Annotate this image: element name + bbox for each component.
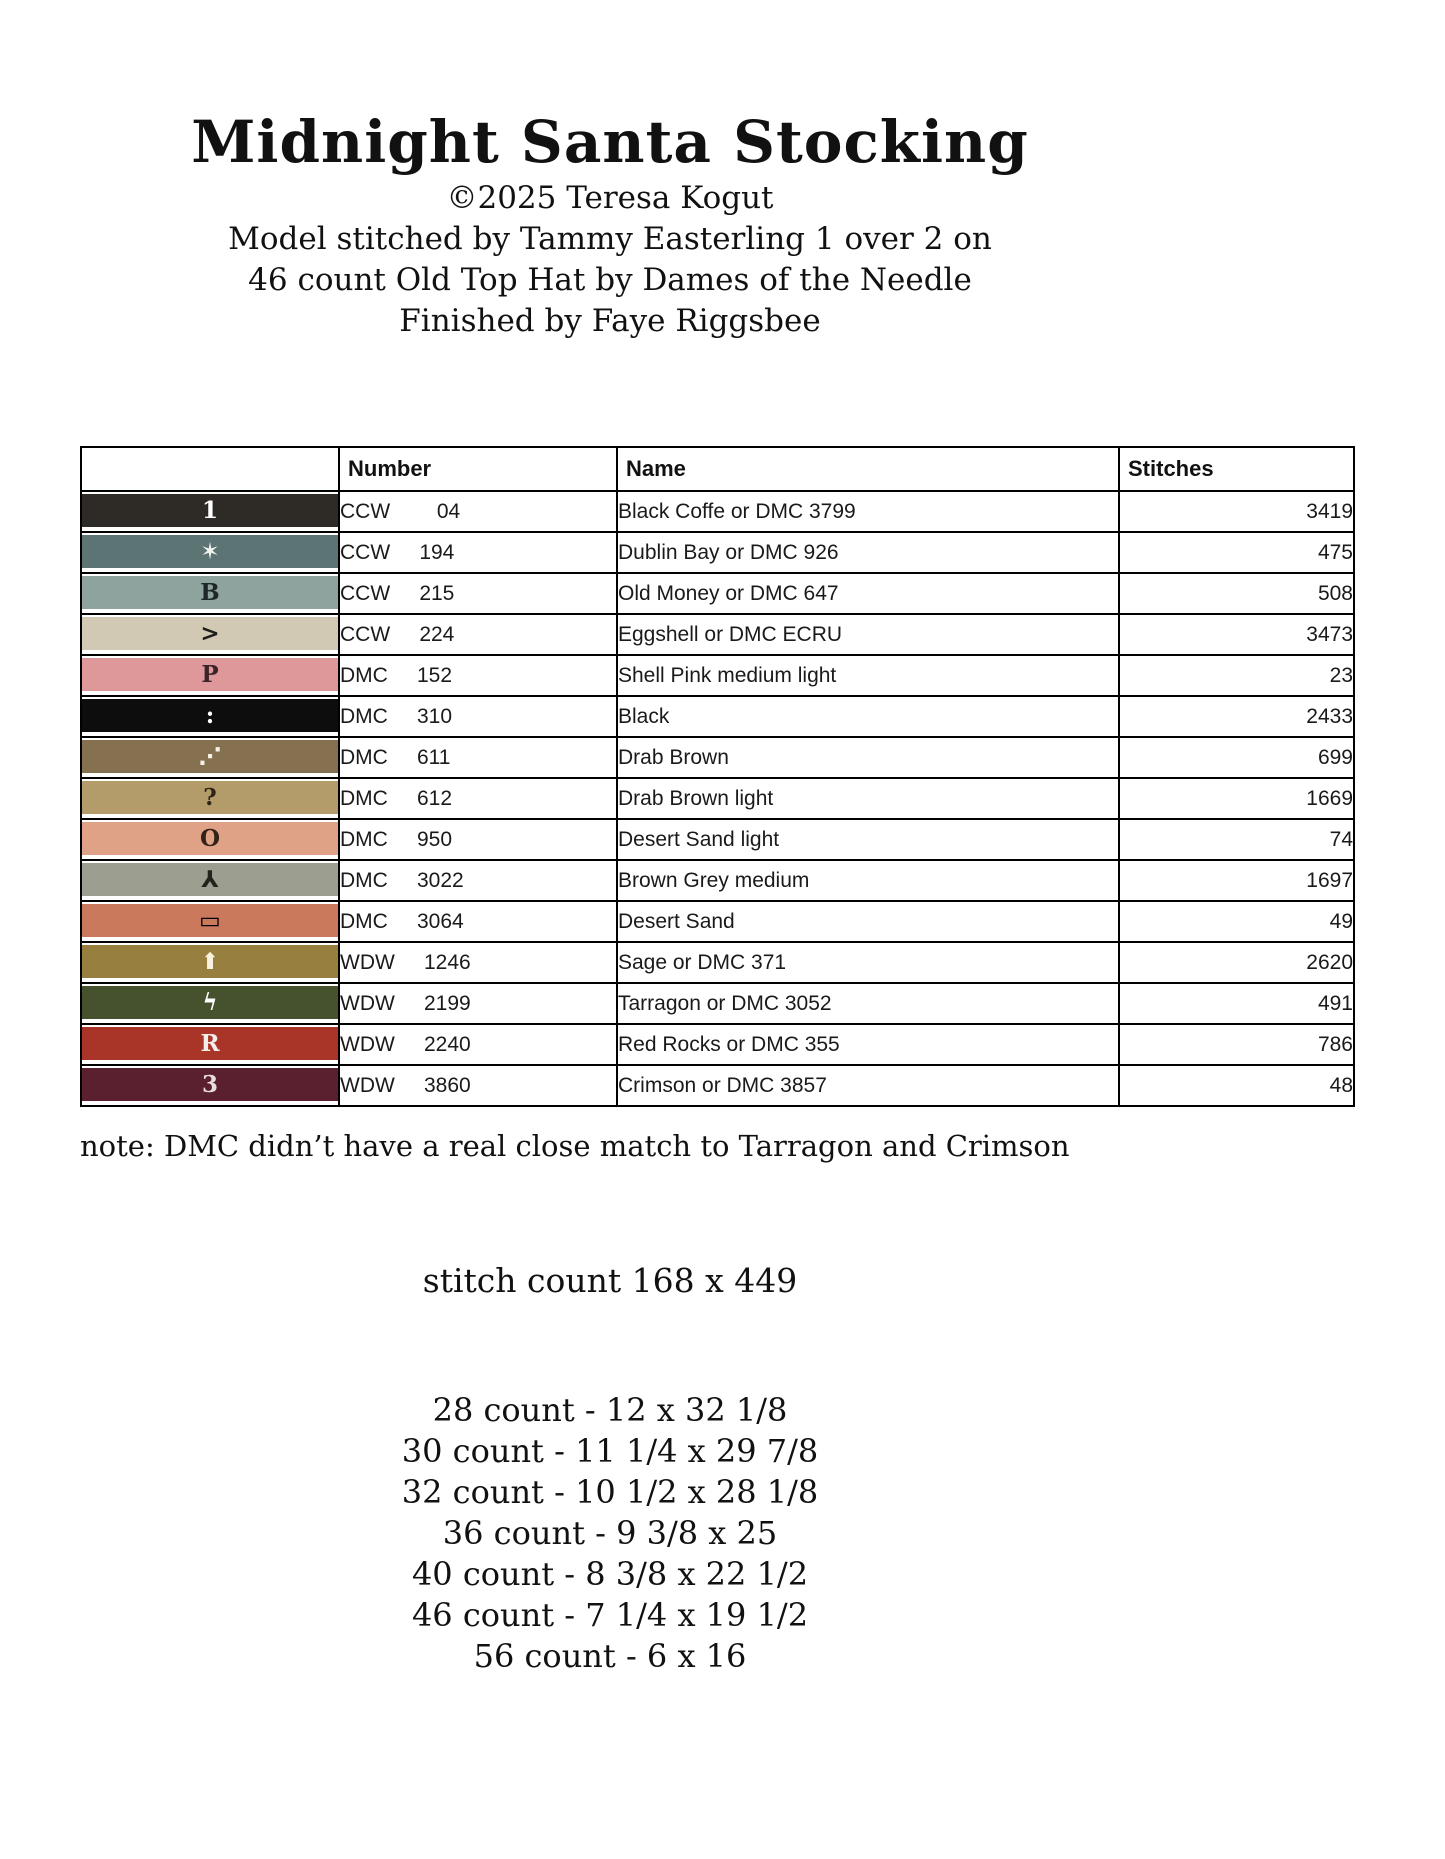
- fabric-count-line: 28 count - 12 x 32 1/8: [432, 1391, 788, 1429]
- header-block: [0, 0, 1220, 342]
- swatch-cell: [81, 1024, 339, 1065]
- sizes-block: [0, 1261, 1220, 1677]
- thread-number: WDW 2199: [339, 983, 617, 1024]
- stitch-count-value: 74: [1119, 819, 1354, 860]
- thread-name: Dublin Bay or DMC 926: [617, 532, 1119, 573]
- stitch-count-line: stitch count 168 x 449: [422, 1261, 798, 1300]
- color-swatch: [82, 822, 338, 855]
- thread-number: DMC 3022: [339, 860, 617, 901]
- thread-name: Black: [617, 696, 1119, 737]
- legend-row: [81, 573, 1354, 614]
- legend-row: [81, 901, 1354, 942]
- color-swatch: [82, 945, 338, 978]
- fabric-count-line: 46 count - 7 1/4 x 19 1/2: [411, 1596, 809, 1634]
- stitch-symbol-glyph: R: [200, 1030, 220, 1057]
- thread-name: Drab Brown: [617, 737, 1119, 778]
- stitch-symbol-glyph: ✶: [200, 538, 220, 565]
- color-swatch: [82, 1068, 338, 1101]
- fabric-count-line: 40 count - 8 3/8 x 22 1/2: [411, 1555, 809, 1593]
- swatch-cell: [81, 983, 339, 1024]
- swatch-cell: [81, 860, 339, 901]
- color-swatch: [82, 740, 338, 773]
- color-swatch: [82, 576, 338, 609]
- thread-number: DMC 612: [339, 778, 617, 819]
- thread-number: DMC 3064: [339, 901, 617, 942]
- color-swatch: [82, 781, 338, 814]
- swatch-column-header: [81, 447, 339, 491]
- stitch-symbol-glyph: 1: [201, 497, 218, 524]
- thread-name: Desert Sand light: [617, 819, 1119, 860]
- legend-row: [81, 532, 1354, 573]
- color-swatch: [82, 986, 338, 1019]
- copyright-line: ©2025 Teresa Kogut: [446, 180, 774, 216]
- thread-number: DMC 310: [339, 696, 617, 737]
- color-swatch: [82, 699, 338, 732]
- note-text: note: DMC didn’t have a real close match to Tarragon and Crimson: [80, 1129, 1070, 1163]
- stitch-count-value: 508: [1119, 573, 1354, 614]
- thread-number: CCW 224: [339, 614, 617, 655]
- thread-legend-table: [80, 446, 1355, 1107]
- legend-row: [81, 942, 1354, 983]
- legend-header-row: [81, 447, 1354, 491]
- legend-row: [81, 983, 1354, 1024]
- fabric-count-line: 32 count - 10 1/2 x 28 1/8: [401, 1473, 819, 1511]
- stitch-count-value: 48: [1119, 1065, 1354, 1106]
- stitch-symbol-glyph: ⋰: [198, 743, 222, 770]
- legend-row: [81, 819, 1354, 860]
- stitch-count-value: 23: [1119, 655, 1354, 696]
- stitch-count-value: 786: [1119, 1024, 1354, 1065]
- stitch-symbol-glyph: ▭: [199, 907, 221, 934]
- stitch-symbol-glyph: ϟ: [202, 989, 218, 1016]
- thread-name: Tarragon or DMC 3052: [617, 983, 1119, 1024]
- fabric-count-list: [0, 1390, 1220, 1677]
- thread-name: Sage or DMC 371: [617, 942, 1119, 983]
- legend-row: [81, 614, 1354, 655]
- thread-name: Brown Grey medium: [617, 860, 1119, 901]
- stitch-count-value: 2433: [1119, 696, 1354, 737]
- swatch-cell: [81, 532, 339, 573]
- swatch-cell: [81, 491, 339, 532]
- color-swatch: [82, 863, 338, 896]
- stitches-column-header: Stitches: [1119, 447, 1354, 491]
- stitch-symbol-glyph: 3: [201, 1071, 218, 1098]
- credit-line: Model stitched by Tammy Easterling 1 over 2 on: [228, 221, 992, 257]
- credit-line: Finished by Faye Riggsbee: [399, 303, 821, 339]
- thread-number: WDW 3860: [339, 1065, 617, 1106]
- stitch-count-value: 699: [1119, 737, 1354, 778]
- fabric-count-line: 30 count - 11 1/4 x 29 7/8: [401, 1432, 819, 1470]
- legend-row: [81, 655, 1354, 696]
- thread-name: Black Coffe or DMC 3799: [617, 491, 1119, 532]
- legend-row: [81, 778, 1354, 819]
- name-column-header: Name: [617, 447, 1119, 491]
- stitch-symbol-glyph: >: [200, 620, 220, 647]
- stitch-symbol-glyph: :: [205, 702, 215, 729]
- color-swatch: [82, 904, 338, 937]
- stitch-symbol-glyph: P: [201, 661, 219, 688]
- fabric-count-line: 56 count - 6 x 16: [473, 1637, 747, 1675]
- thread-number: CCW 215: [339, 573, 617, 614]
- thread-number: CCW 04: [339, 491, 617, 532]
- thread-name: Crimson or DMC 3857: [617, 1065, 1119, 1106]
- thread-number: DMC 152: [339, 655, 617, 696]
- thread-number: WDW 1246: [339, 942, 617, 983]
- page-title: Midnight Santa Stocking: [191, 108, 1029, 176]
- swatch-cell: [81, 696, 339, 737]
- stitch-symbol-glyph: ?: [203, 784, 217, 811]
- credit-line: 46 count Old Top Hat by Dames of the Needle: [248, 262, 972, 298]
- stitch-symbol-glyph: ⬆: [200, 948, 220, 975]
- legend-row: [81, 860, 1354, 901]
- color-swatch: [82, 494, 338, 527]
- stitch-count-value: 1669: [1119, 778, 1354, 819]
- legend-row: [81, 491, 1354, 532]
- color-swatch: [82, 658, 338, 691]
- swatch-cell: [81, 942, 339, 983]
- stitch-symbol-glyph: O: [199, 825, 221, 852]
- legend-row: [81, 1065, 1354, 1106]
- swatch-cell: [81, 737, 339, 778]
- swatch-cell: [81, 778, 339, 819]
- stitch-count-value: 475: [1119, 532, 1354, 573]
- fabric-count-line: 36 count - 9 3/8 x 25: [442, 1514, 778, 1552]
- thread-number: DMC 611: [339, 737, 617, 778]
- stitch-count-value: 3473: [1119, 614, 1354, 655]
- thread-name: Shell Pink medium light: [617, 655, 1119, 696]
- swatch-cell: [81, 901, 339, 942]
- swatch-cell: [81, 1065, 339, 1106]
- thread-number: CCW 194: [339, 532, 617, 573]
- stitch-count-value: 2620: [1119, 942, 1354, 983]
- color-swatch: [82, 1027, 338, 1060]
- thread-name: Old Money or DMC 647: [617, 573, 1119, 614]
- thread-name: Desert Sand: [617, 901, 1119, 942]
- stitch-count-value: 49: [1119, 901, 1354, 942]
- stitch-symbol-glyph: ⅄: [201, 866, 219, 893]
- legend-row: [81, 1024, 1354, 1065]
- stitch-symbol-glyph: B: [200, 579, 220, 606]
- thread-number: WDW 2240: [339, 1024, 617, 1065]
- legend-row: [81, 696, 1354, 737]
- stitch-count-value: 1697: [1119, 860, 1354, 901]
- swatch-cell: [81, 614, 339, 655]
- swatch-cell: [81, 655, 339, 696]
- stitch-count-value: 491: [1119, 983, 1354, 1024]
- thread-name: Eggshell or DMC ECRU: [617, 614, 1119, 655]
- swatch-cell: [81, 573, 339, 614]
- thread-number: DMC 950: [339, 819, 617, 860]
- stitch-count-value: 3419: [1119, 491, 1354, 532]
- swatch-cell: [81, 819, 339, 860]
- color-swatch: [82, 617, 338, 650]
- thread-name: Drab Brown light: [617, 778, 1119, 819]
- color-swatch: [82, 535, 338, 568]
- thread-name: Red Rocks or DMC 355: [617, 1024, 1119, 1065]
- legend-row: [81, 737, 1354, 778]
- number-column-header: Number: [339, 447, 617, 491]
